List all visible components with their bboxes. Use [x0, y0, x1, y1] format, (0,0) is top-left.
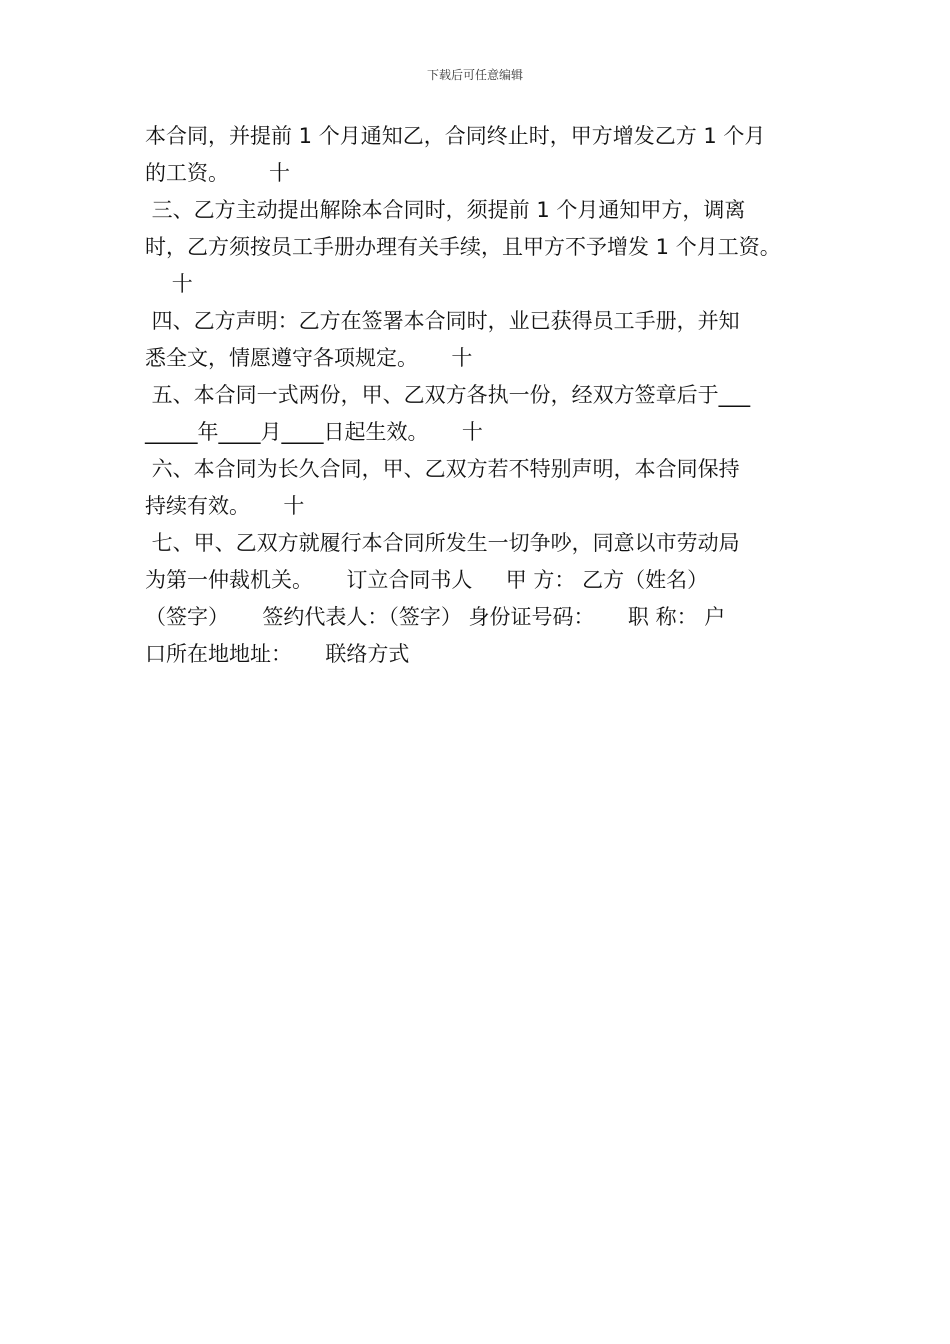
text-line: 本合同，并提前 1 个月通知乙，合同终止时，甲方增发乙方 1 个月 — [145, 124, 766, 148]
text-line: 时，乙方须按员工手册办理有关手续，且甲方不予增发 1 个月工资。 — [145, 235, 781, 259]
text-line: 四、乙方声明：乙方在签署本合同时，业已获得员工手册，并知 — [145, 309, 740, 333]
text-line: 三、乙方主动提出解除本合同时，须提前 1 个月通知甲方，调离 — [145, 198, 746, 222]
text-line: 十 — [145, 272, 193, 296]
text-line: 五、本合同一式两份，甲、乙双方各执一份，经双方签章后于___ — [145, 383, 751, 407]
text-line: 口所在地地址： 联络方式 — [145, 642, 410, 666]
page-header: 下载后可任意编辑 — [426, 68, 523, 82]
text-line: 悉全文，情愿遵守各项规定。 十 — [145, 346, 473, 370]
text-line: _____年____月____日起生效。 十 — [145, 420, 483, 444]
text-line: 为第一仲裁机关。 订立合同书人 甲 方： 乙方（姓名） — [145, 568, 709, 592]
text-line: 七、甲、乙双方就履行本合同所发生一切争吵，同意以市劳动局 — [145, 531, 740, 555]
text-line: 六、本合同为长久合同，甲、乙双方若不特别声明，本合同保持 — [145, 457, 740, 481]
text-line: 的工资。 十 — [145, 161, 291, 185]
text-line: （签字） 签约代表人：（签字） 身份证号码： 职 称： 户 — [145, 605, 726, 629]
text-line: 持续有效。 十 — [145, 494, 305, 518]
